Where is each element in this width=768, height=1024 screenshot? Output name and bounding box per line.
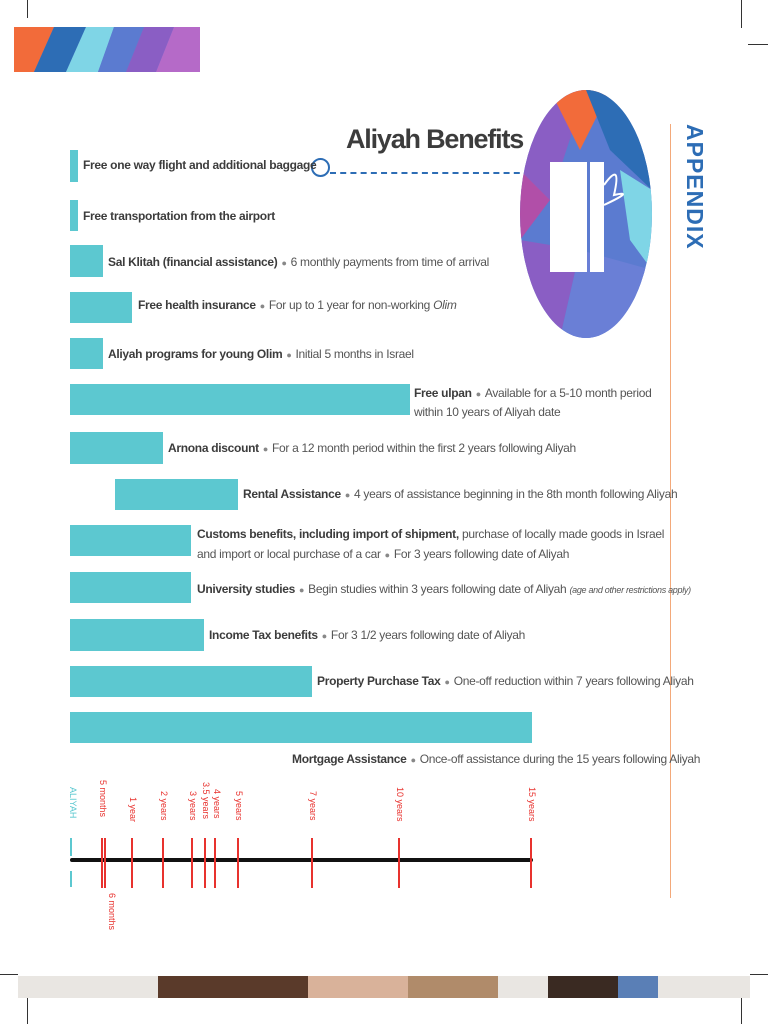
benefit-bar bbox=[115, 479, 238, 510]
benefit-bar bbox=[70, 150, 78, 182]
timeline-label: 3.5 years bbox=[201, 782, 211, 820]
benefit-label: Sal Klitah (financial assistance) ● 6 monthly payments from time of arrival bbox=[108, 255, 490, 269]
page-title: Aliyah Benefits bbox=[346, 124, 524, 154]
side-rule bbox=[670, 124, 671, 898]
benefit-bar bbox=[70, 432, 163, 464]
timeline-label: 2 years bbox=[159, 791, 169, 821]
crop-mark bbox=[748, 44, 768, 45]
timeline-label: 3 years bbox=[188, 791, 198, 821]
benefit-bar bbox=[70, 384, 410, 415]
benefit-label: Free health insurance ● For up to 1 year for non-working Olim bbox=[138, 298, 457, 312]
crop-mark bbox=[27, 0, 28, 18]
timeline-tick bbox=[214, 838, 216, 888]
timeline-tick bbox=[191, 838, 193, 888]
timeline-label: 1 year bbox=[128, 797, 138, 823]
appendix-heading: APPENDIX bbox=[682, 124, 708, 250]
decorative-banner bbox=[14, 27, 200, 72]
timeline-tick bbox=[162, 838, 164, 888]
timeline-tick bbox=[398, 838, 400, 888]
crop-mark bbox=[27, 996, 28, 1024]
timeline-tick bbox=[70, 871, 72, 887]
timeline-tick bbox=[311, 838, 313, 888]
timeline-label: 6 months bbox=[107, 893, 117, 931]
timeline-tick bbox=[131, 838, 133, 888]
benefit-bar bbox=[70, 245, 103, 277]
benefit-label: Income Tax benefits ● For 3 1/2 years following date of Aliyah bbox=[209, 628, 526, 642]
timeline-tick bbox=[101, 838, 103, 888]
benefit-label: Customs benefits, including import of shipment, purchase of locally made goods in Israel and import or local purchase of a car ● For 3 years following date of Aliyah bbox=[197, 527, 665, 561]
benefit-bar bbox=[70, 338, 103, 369]
benefit-label: Free one way flight and additional baggage bbox=[83, 158, 317, 172]
timeline-label: 4 years bbox=[212, 789, 222, 819]
timeline-tick bbox=[204, 838, 206, 888]
timeline-axis bbox=[70, 858, 533, 862]
timeline-tick bbox=[70, 838, 72, 856]
benefit-label: Free ulpan ● Available for a 5-10 month period within 10 years of Aliyah date bbox=[414, 386, 652, 419]
timeline-tick bbox=[237, 838, 239, 888]
title-connector-line bbox=[330, 172, 530, 174]
benefit-label: Mortgage Assistance ● Once-off assistance during the 15 years following Aliyah bbox=[292, 752, 701, 766]
benefit-label: Arnona discount ● For a 12 month period within the first 2 years following Aliyah bbox=[168, 441, 576, 455]
benefit-label: Rental Assistance ● 4 years of assistance beginning in the 8th month following Aliyah bbox=[243, 487, 678, 501]
timeline-label: 15 years bbox=[527, 787, 537, 822]
crop-mark bbox=[0, 974, 18, 975]
benefit-bar bbox=[70, 292, 132, 323]
benefit-label: University studies ● Begin studies within 3 years following date of Aliyah (age and other restrictions apply) bbox=[197, 582, 691, 596]
crop-mark bbox=[741, 996, 742, 1024]
benefit-bar bbox=[70, 619, 204, 651]
benefit-bar bbox=[70, 666, 312, 697]
timeline-label: 7 years bbox=[308, 791, 318, 821]
photo-strip bbox=[18, 976, 750, 998]
benefit-bar bbox=[70, 572, 191, 603]
crop-mark bbox=[750, 974, 768, 975]
timeline-tick bbox=[104, 838, 106, 888]
benefit-bar bbox=[70, 525, 191, 556]
gift-icon bbox=[520, 90, 652, 338]
timeline-label: 5 months bbox=[98, 780, 108, 818]
benefit-label: Property Purchase Tax ● One-off reduction within 7 years following Aliyah bbox=[317, 674, 694, 688]
crop-mark bbox=[741, 0, 742, 28]
timeline-label: 10 years bbox=[395, 787, 405, 822]
benefit-bar bbox=[70, 712, 532, 743]
benefit-label: Aliyah programs for young Olim ● Initial 5 months in Israel bbox=[108, 347, 414, 361]
benefit-label: Free transportation from the airport bbox=[83, 209, 275, 223]
timeline-tick bbox=[530, 838, 532, 888]
benefit-bar bbox=[70, 200, 78, 231]
timeline-label: ALIYAH bbox=[68, 787, 78, 819]
timeline-label: 5 years bbox=[234, 791, 244, 821]
